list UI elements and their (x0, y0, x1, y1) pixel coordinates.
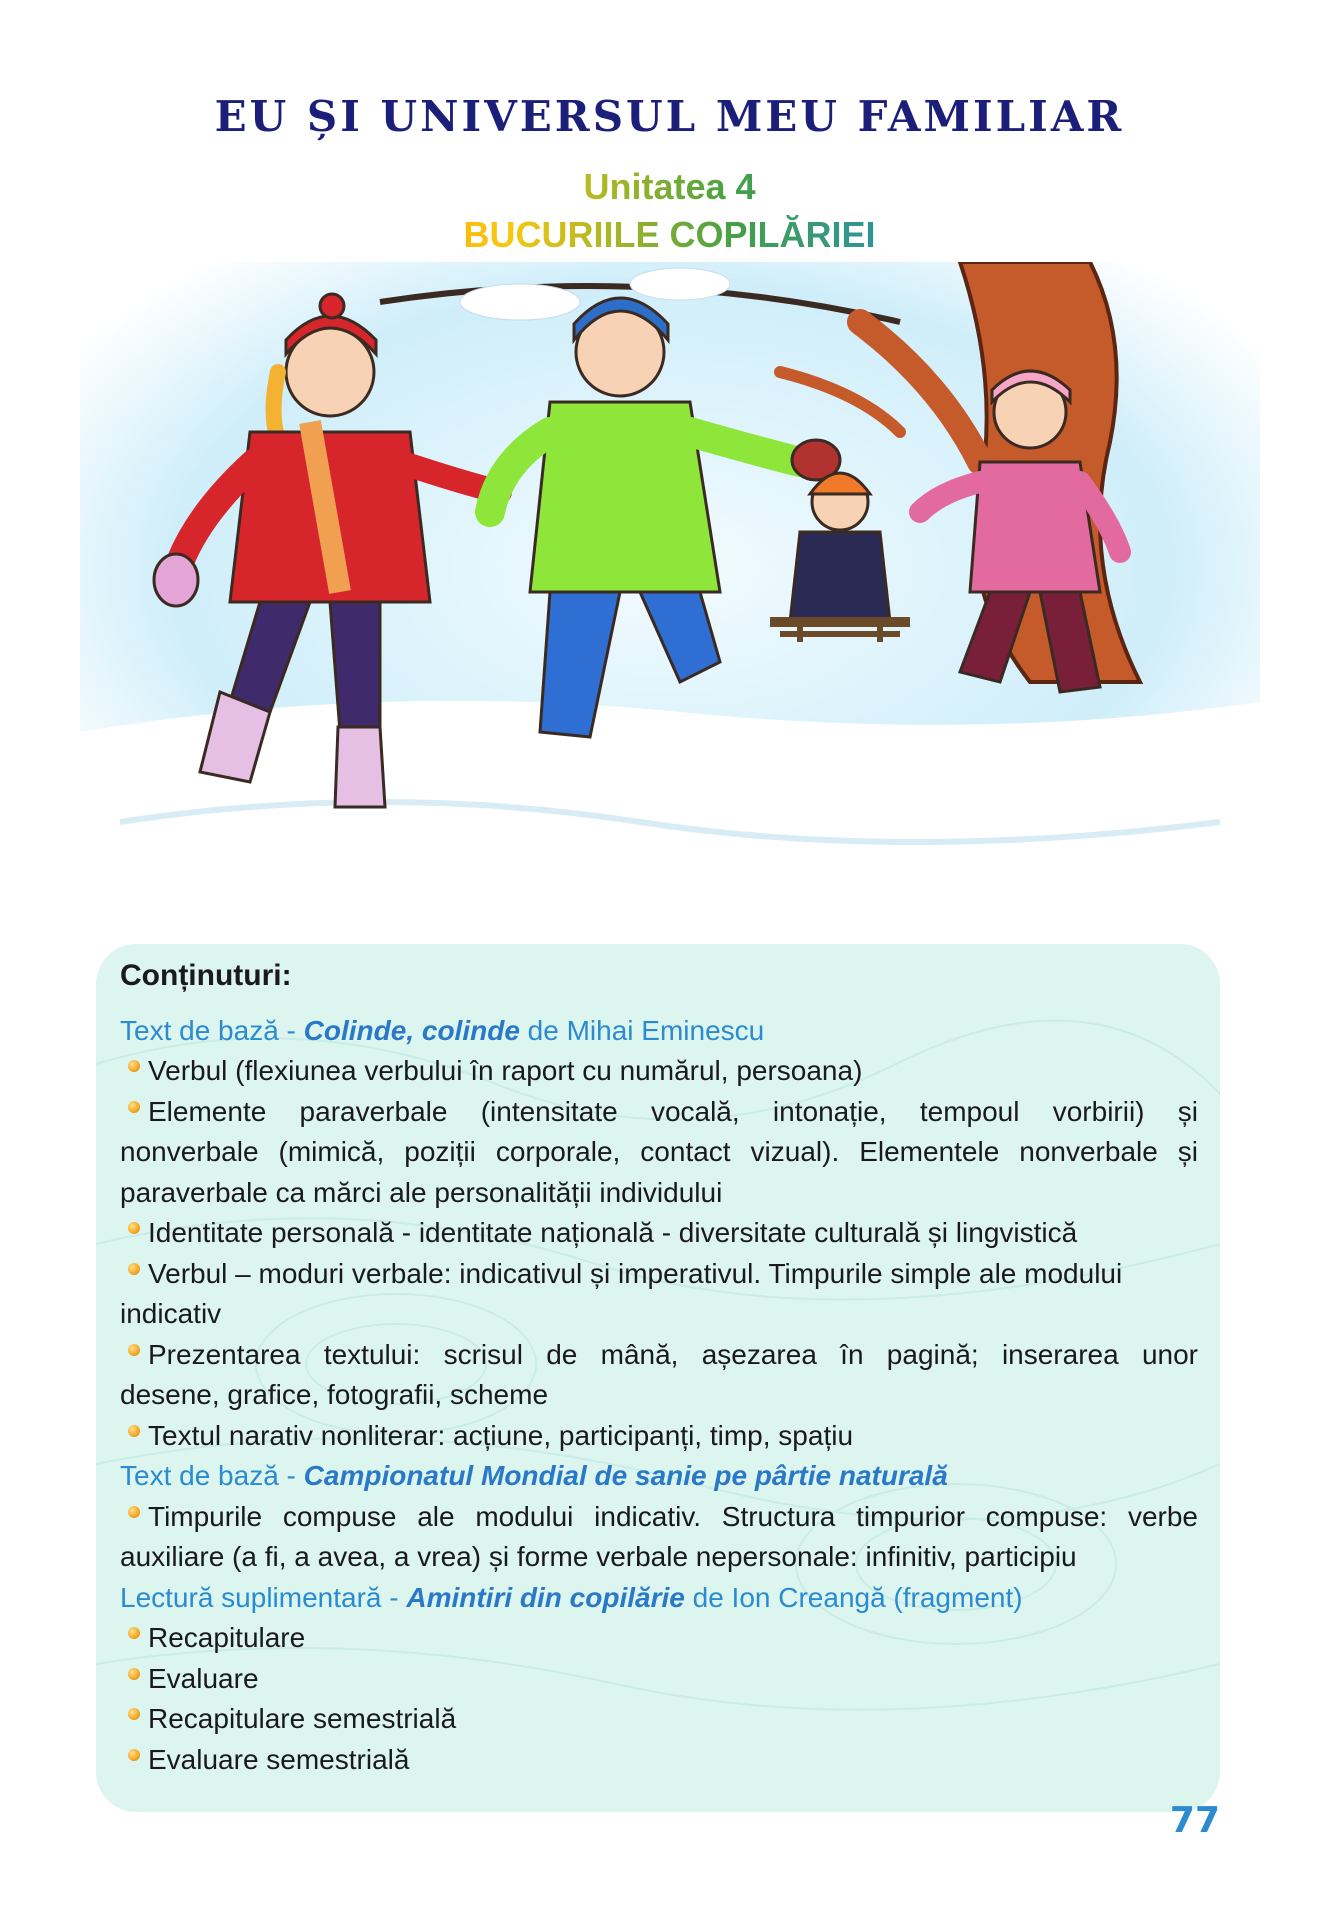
bullet-icon (128, 1749, 140, 1761)
list-item-continuation: desene, grafice, fotografii, scheme (120, 1379, 549, 1410)
bullet-icon (128, 1506, 140, 1518)
list-item: Identitate personală - identitate națională - diversitate culturală și lingvistică (120, 1213, 1198, 1254)
list-item: Elemente paraverbale (intensitate vocală, intonație, tempoul vorbirii) și (120, 1092, 1198, 1133)
page-title: EU ȘI UNIVERSUL MEU FAMILIAR (214, 92, 1125, 141)
snow-clump (460, 284, 580, 320)
list-item: Prezentarea textului: scrisul de mână, așezarea în pagină; inserarea unor (120, 1335, 1198, 1376)
bullet-icon (128, 1344, 140, 1356)
contents-heading: Conținuturi: (120, 959, 292, 992)
base-text-prefix: Text de bază - (120, 1460, 304, 1491)
extra-reading-prefix: Lectură suplimentară - (120, 1581, 407, 1613)
bullet-icon (128, 1425, 140, 1437)
base-text-work: Campionatul Mondial de sanie pe pârtie naturală (303, 1460, 948, 1491)
list-item: Timpurile compuse ale modului indicativ. Structura timpurior compuse: verbe (120, 1497, 1198, 1538)
list-item: Verbul – moduri verbale: indicativul și imperativul. Timpurile simple ale modului (120, 1254, 1198, 1295)
base-text-author: de Mihai Eminescu (519, 1014, 765, 1046)
bullet-icon (128, 1708, 140, 1720)
base-text-1 (120, 1011, 1198, 1052)
bullet-icon (128, 1627, 140, 1639)
snow-clump (630, 268, 730, 300)
winter-children-sled-illustration (80, 262, 1260, 942)
base-text-work: Colinde, colinde (303, 1014, 520, 1046)
list-item: Recapitulare (120, 1618, 1198, 1659)
unit-label: Unitatea 4 (0, 166, 1339, 208)
list-item-continuation: paraverbale ca mărci ale personalității individului (120, 1176, 723, 1208)
bullet-icon (128, 1263, 140, 1275)
extra-reading-author: de Ion Creangă (fragment) (684, 1581, 1023, 1613)
base-text-2 (120, 1456, 1198, 1497)
page-number: 77 (1169, 1800, 1220, 1841)
list-item-continuation: nonverbale (mimică, poziții corporale, contact vizual). Elementele nonverbale și (120, 1136, 1198, 1167)
base-text-prefix: Text de bază - (120, 1014, 304, 1046)
list-item: Verbul (flexiunea verbului în raport cu numărul, persoana) (120, 1051, 1198, 1092)
list-item-continuation: indicativ (120, 1298, 222, 1329)
extra-reading (120, 1578, 1198, 1619)
bullet-icon (128, 1222, 140, 1234)
list-item-continuation: auxiliare (a fi, a avea, a vrea) și forme verbale nepersonale: infinitiv, participiu (120, 1541, 1077, 1572)
list-item: Evaluare semestrială (120, 1740, 1198, 1781)
bullet-icon (128, 1101, 140, 1113)
extra-reading-work: Amintiri din copilărie (406, 1581, 685, 1613)
list-item: Recapitulare semestrială (120, 1699, 1198, 1740)
contents-list (120, 956, 1198, 1780)
bullet-icon (128, 1668, 140, 1680)
bullet-icon (128, 1060, 140, 1072)
unit-subtitle: BUCURIILE COPILĂRIEI (0, 214, 1339, 256)
list-item: Evaluare (120, 1659, 1198, 1700)
list-item: Textul narativ nonliterar: acțiune, participanți, timp, spațiu (120, 1416, 1198, 1457)
